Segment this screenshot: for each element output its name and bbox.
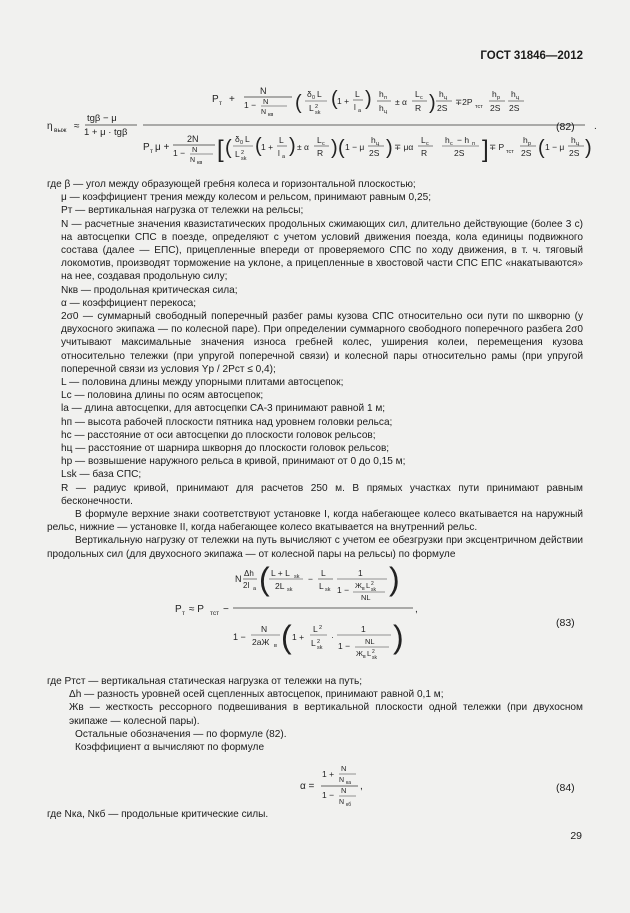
svg-text:2N: 2N — [187, 134, 199, 144]
svg-text:1: 1 — [358, 568, 363, 578]
svg-text:1: 1 — [361, 624, 366, 634]
svg-text:2: 2 — [317, 639, 321, 645]
svg-text:∓2P: ∓2P — [455, 97, 473, 107]
svg-text:N: N — [339, 799, 345, 806]
svg-text:h: h — [379, 89, 384, 99]
svg-text:[: [ — [217, 136, 224, 163]
svg-text:1 −: 1 − — [233, 632, 246, 642]
svg-text:R: R — [421, 148, 428, 158]
svg-text:h: h — [439, 89, 444, 99]
svg-text:P: P — [212, 94, 219, 105]
svg-text:(: ( — [281, 619, 292, 655]
svg-text:L: L — [309, 103, 314, 113]
svg-text:+: + — [229, 94, 235, 105]
svg-text:выж: выж — [54, 127, 67, 134]
svg-text:δ: δ — [235, 134, 240, 144]
svg-text:μ +: μ + — [155, 142, 170, 153]
def-ptst: где Pтст — вертикальная статическая нагрузка от тележки на путь; — [47, 676, 363, 687]
svg-text:ц: ц — [444, 95, 448, 101]
svg-text:1 +: 1 + — [322, 769, 335, 779]
formula-83 — [175, 560, 555, 670]
svg-text:N: N — [235, 574, 242, 584]
svg-text:N: N — [261, 624, 268, 634]
svg-text:0: 0 — [312, 95, 316, 101]
svg-text:δ: δ — [307, 89, 312, 99]
svg-text:sk: sk — [294, 574, 300, 580]
svg-text:1 −: 1 − — [173, 148, 186, 158]
svg-text:2S: 2S — [509, 103, 520, 113]
svg-text:тст: тст — [210, 610, 220, 617]
svg-text:sk: sk — [287, 587, 293, 593]
svg-text:(: ( — [338, 137, 345, 159]
svg-text:h: h — [445, 135, 450, 145]
equation-number-84: (84) — [556, 782, 575, 794]
svg-text:L: L — [311, 638, 316, 648]
svg-text:l: l — [354, 103, 356, 112]
svg-text:N: N — [260, 86, 267, 96]
svg-text:− h: − h — [457, 135, 470, 145]
svg-text:sk: sk — [372, 655, 377, 661]
svg-text:2: 2 — [241, 150, 245, 156]
svg-text:п: п — [384, 95, 387, 101]
svg-text:∓ μα: ∓ μα — [394, 142, 414, 152]
svg-text:N: N — [192, 145, 198, 154]
svg-text:п: п — [472, 141, 475, 147]
def-beta: где β — угол между образующей гребня колеса и горизонтальной плоскостью; — [47, 179, 416, 190]
paragraph-signs: В формуле верхние знаки соответствуют установке I, когда набегающее колесо вкатывается на наружный рельс, нижние — установке II, когда набегающее колесо вкатывается на внутренний рельс. — [47, 509, 583, 534]
svg-text:L: L — [235, 149, 240, 159]
svg-text:кв: кв — [197, 160, 203, 166]
svg-text:1 − μ: 1 − μ — [345, 142, 365, 152]
svg-text:2S: 2S — [369, 148, 380, 158]
svg-text:р: р — [497, 95, 501, 101]
svg-text:ц: ц — [384, 109, 388, 115]
svg-text:h: h — [511, 89, 516, 99]
svg-text:ц: ц — [576, 141, 580, 147]
svg-text:а: а — [358, 108, 362, 114]
svg-text:р: р — [528, 141, 532, 147]
svg-text:NL: NL — [365, 637, 375, 646]
svg-text:т: т — [219, 100, 222, 107]
svg-text:P: P — [143, 142, 150, 153]
svg-text:−: − — [223, 604, 229, 615]
svg-text:): ) — [585, 137, 592, 159]
svg-text:ц: ц — [376, 141, 380, 147]
svg-text:(: ( — [538, 137, 545, 159]
def-hts: hц — расстояние от шарнира шкворня до плоскости головок рельсов; — [61, 443, 390, 455]
svg-text:а: а — [253, 586, 257, 592]
svg-text:в: в — [274, 643, 277, 649]
svg-text:(: ( — [295, 92, 302, 114]
svg-text:L: L — [415, 89, 420, 99]
def-alpha: α — коэффициент перекоса; — [61, 297, 197, 309]
svg-text:): ) — [393, 619, 404, 655]
svg-text:(: ( — [259, 561, 270, 597]
page-number: 29 — [570, 830, 582, 842]
svg-text:,: , — [360, 781, 363, 792]
paragraph-vertical-load: Вертикальную нагрузку от тележки на путь вычисляют с учетом ее обезгрузки при эксцентричном действии продольных сил (для двухосного экипажа — от колесной пары на рельсы) по формуле — [47, 535, 583, 560]
svg-text:ка: ка — [346, 780, 352, 786]
paragraph-alpha: Коэффициент α вычисляют по формуле — [75, 742, 265, 754]
equation-number-83: (83) — [556, 617, 575, 629]
svg-text:η: η — [47, 121, 53, 132]
def-l: L — половина длины между упорными плитами автосцепок; — [61, 377, 344, 389]
svg-text:N: N — [263, 97, 269, 106]
svg-text:кб: кб — [346, 802, 352, 808]
svg-text:1 + μ · tgβ: 1 + μ · tgβ — [84, 127, 128, 138]
svg-text:≈ P: ≈ P — [189, 604, 204, 615]
svg-text:2S: 2S — [569, 148, 580, 158]
svg-text:а: а — [282, 154, 286, 160]
svg-text:± α: ± α — [395, 97, 407, 107]
def-la: lа — длина автосцепки, для автосцепки СА-3 принимают равной 1 м; — [61, 403, 386, 415]
svg-text:L: L — [319, 581, 324, 591]
svg-text:N: N — [190, 157, 196, 164]
svg-text:2: 2 — [315, 104, 319, 110]
svg-text:,: , — [415, 604, 418, 615]
svg-text:): ) — [289, 135, 296, 157]
svg-text:c: c — [450, 141, 453, 147]
svg-text:L: L — [317, 135, 322, 145]
svg-text:в: в — [362, 586, 365, 592]
svg-text:sk: sk — [371, 587, 376, 593]
svg-text:Δh: Δh — [244, 569, 254, 578]
svg-text:ц: ц — [516, 95, 520, 101]
svg-text:h: h — [523, 135, 528, 145]
svg-text:кв: кв — [268, 112, 274, 118]
svg-text:sk: sk — [317, 645, 323, 651]
svg-text:c: c — [322, 141, 325, 147]
svg-text:R: R — [415, 103, 422, 113]
svg-text:(: ( — [331, 88, 338, 110]
svg-text:1 +: 1 + — [261, 142, 274, 152]
page-header: ГОСТ 31846—2012 — [480, 50, 583, 62]
svg-text:α =: α = — [300, 781, 315, 792]
svg-text:h: h — [371, 135, 376, 145]
svg-text:L: L — [366, 581, 371, 590]
svg-text:): ) — [365, 88, 372, 110]
svg-text:L: L — [355, 89, 360, 99]
svg-text:N: N — [341, 786, 347, 795]
paragraph-other-notation: Остальные обозначения — по формуле (82). — [75, 728, 287, 740]
final-definition: где Nка, Nкб — продольные критические силы. — [47, 809, 269, 820]
svg-text:sk: sk — [315, 110, 321, 116]
svg-text:): ) — [389, 561, 400, 597]
svg-text:L: L — [313, 624, 318, 634]
svg-text:1 −: 1 − — [244, 100, 257, 110]
def-lsk: Lsk — база СПС; — [61, 469, 142, 481]
svg-text:h: h — [571, 135, 576, 145]
svg-text:N: N — [261, 109, 267, 116]
svg-text:2aЖ: 2aЖ — [252, 637, 270, 647]
svg-text:L: L — [367, 649, 372, 658]
svg-text:L: L — [245, 134, 250, 144]
equation-number-82: (82) — [556, 121, 575, 133]
svg-text:2L: 2L — [275, 581, 285, 591]
svg-text:sk: sk — [325, 587, 331, 593]
def-sigma: 2σ0 — суммарный свободный поперечный разбег рамы кузова СПС относительно оси пути по шкворню (у двухосного экипажа — по колесной паре). При определении суммарного свободного поперечного разбега 2σ0 учитывают максимальные значения износа гребней колес, уширения колеи, перемещения кузова относительно тележки (при упругой поперечной связи) и колесной пары относительно рамы (при упругой поперечной связи из условия Yр / 2Pст ≤ 0,4); — [61, 311, 583, 375]
svg-text:): ) — [429, 92, 436, 114]
def-hp: hп — высота рабочей плоскости пятника над уровнем головки рельса; — [61, 416, 393, 428]
svg-text:2: 2 — [319, 625, 323, 631]
svg-text:l: l — [278, 149, 280, 158]
def-hc: hc — расстояние от оси автосцепки до плоскости головок рельсов; — [61, 429, 376, 441]
svg-text:c: c — [426, 141, 429, 147]
def-mu: μ — коэффициент трения между колесом и рельсом, принимают равным 0,25; — [61, 192, 431, 204]
def-n: N — расчетные значения квазистатических продольных сжимающих сил, длительно действующие (более 3 с) на автосцепки СПС в поезде, определяют с учетом условий движения поезда, кола единицы подвижного состава (далее — ЕПС), прицепленные впереди от проверяемого СПС по ходу движения, в т. ч. тяговый локомотив, производят торможение на уклоне, а прицепленные в хвостовой части СПС ЕПС «накатываются» на нее, создавая продольную силу; — [61, 218, 583, 283]
svg-text:2S: 2S — [521, 148, 532, 158]
svg-text:1 −: 1 − — [322, 790, 335, 800]
svg-text:N: N — [341, 764, 347, 773]
svg-text:L + L: L + L — [271, 568, 290, 578]
svg-text:т: т — [182, 610, 185, 617]
svg-text:2S: 2S — [454, 148, 465, 158]
svg-text:1 − μ: 1 − μ — [545, 142, 565, 152]
def-dh: Δh — разность уровней осей сцепленных автосцепок, принимают равной 0,1 м; — [69, 689, 444, 701]
svg-text:): ) — [331, 137, 338, 159]
svg-text:(: ( — [255, 135, 262, 157]
svg-text:2: 2 — [371, 581, 374, 587]
svg-text:1 +: 1 + — [292, 632, 305, 642]
svg-text:.: . — [594, 121, 597, 132]
svg-text:P: P — [175, 604, 182, 615]
svg-text:2S: 2S — [490, 103, 501, 113]
definitions-82 — [47, 178, 583, 561]
svg-text:]: ] — [482, 136, 489, 163]
svg-text:(: ( — [225, 137, 232, 159]
svg-text:L: L — [421, 135, 426, 145]
svg-text:·: · — [331, 632, 334, 642]
svg-text:1 +: 1 + — [337, 96, 350, 106]
svg-text:R: R — [317, 148, 324, 158]
svg-text:± α: ± α — [297, 142, 309, 152]
def-lc: Lc — половина длины по осям автосцепок; — [61, 390, 264, 402]
svg-text:tgβ − μ: tgβ − μ — [87, 113, 117, 124]
svg-text:h: h — [379, 103, 384, 113]
formula-82 — [47, 84, 607, 174]
def-pt: Pт — вертикальная нагрузка от тележки на рельсы; — [61, 205, 304, 217]
svg-text:≈: ≈ — [74, 121, 80, 132]
svg-text:тст: тст — [475, 104, 483, 110]
svg-text:h: h — [492, 89, 497, 99]
svg-text:L: L — [317, 89, 322, 99]
svg-text:NL: NL — [361, 593, 371, 602]
svg-text:1 −: 1 − — [338, 641, 351, 651]
def-hr: hр — возвышение наружного рельса в кривой, принимают от 0 до 0,15 м; — [61, 456, 406, 468]
svg-text:N: N — [339, 777, 345, 784]
svg-text:∓ P: ∓ P — [489, 142, 505, 152]
formula-84 — [300, 760, 420, 810]
definitions-83 — [47, 675, 583, 754]
svg-text:sk: sk — [241, 156, 247, 162]
def-nkv: Nкв — продольная критическая сила; — [61, 284, 238, 296]
svg-text:L: L — [321, 568, 326, 578]
def-r: R — радиус кривой, принимают для расчетов 250 м. В прямых участках пути принимают равным бесконечности. — [61, 482, 583, 507]
svg-text:1 −: 1 − — [337, 585, 350, 595]
svg-text:Ж: Ж — [356, 649, 363, 658]
svg-text:L: L — [279, 135, 284, 145]
svg-text:в: в — [363, 654, 366, 660]
svg-text:−: − — [308, 574, 313, 584]
svg-text:): ) — [386, 137, 393, 159]
svg-text:2l: 2l — [243, 581, 250, 590]
svg-text:тст: тст — [506, 149, 514, 155]
def-zhv: Жв — жесткость рессорного подвешивания в вертикальной плоскости одной тележки (при двухосном экипаже — колесной пары). — [69, 702, 583, 727]
svg-text:c: c — [420, 95, 423, 101]
svg-text:Ж: Ж — [355, 581, 362, 590]
svg-text:2S: 2S — [437, 103, 448, 113]
svg-text:т: т — [150, 148, 153, 155]
svg-text:2: 2 — [372, 649, 375, 655]
svg-text:0: 0 — [240, 140, 244, 146]
